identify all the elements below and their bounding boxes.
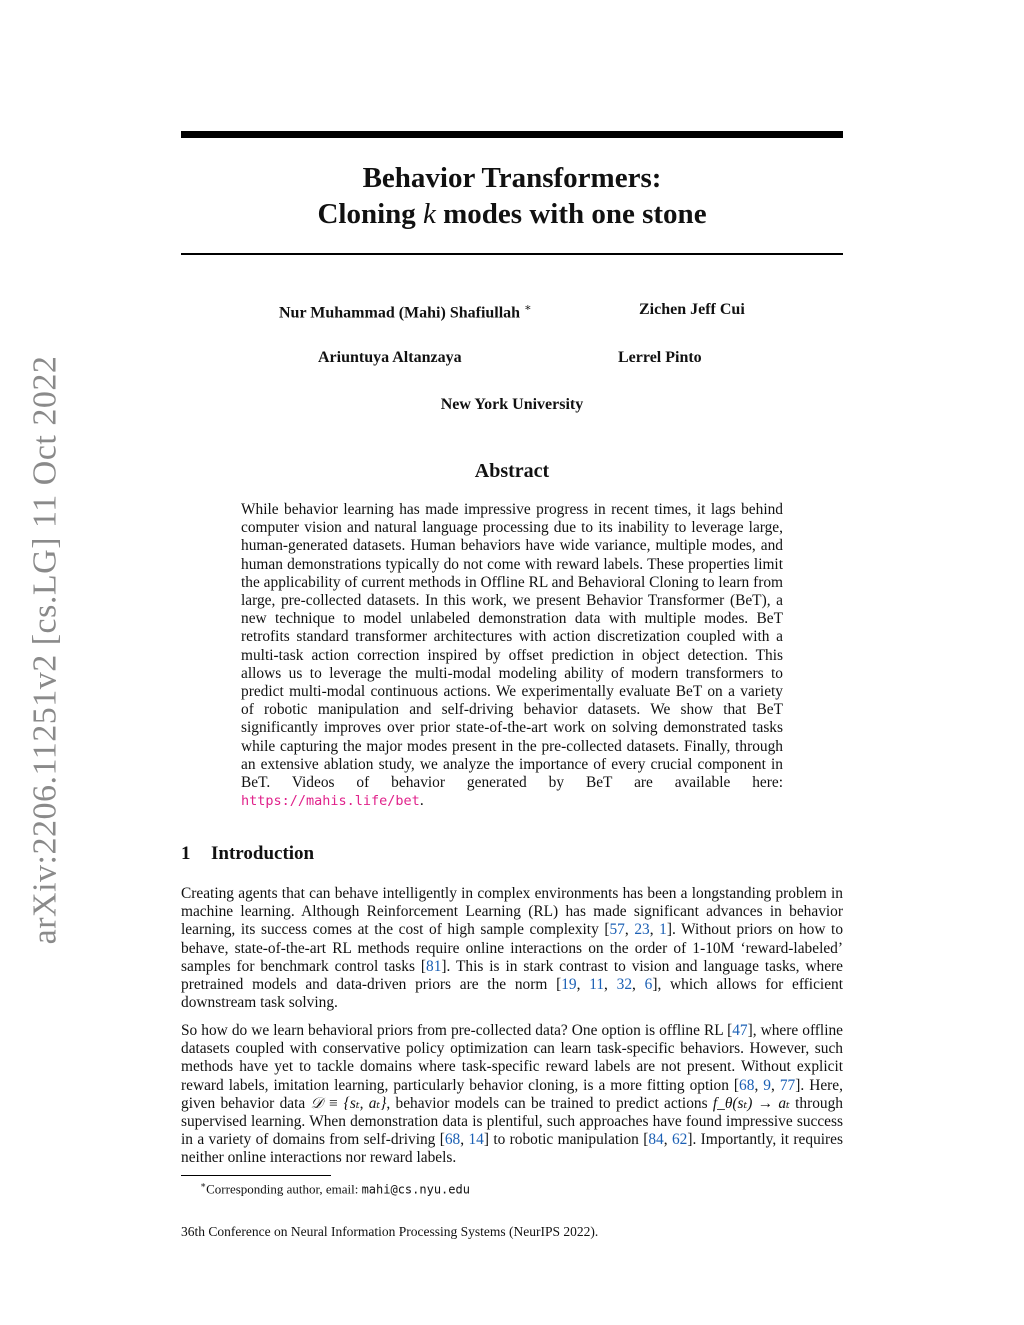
citation[interactable]: 57	[609, 921, 625, 939]
citation[interactable]: 1	[659, 921, 667, 939]
citation[interactable]: 47	[732, 1022, 748, 1039]
intro-paragraph-1: Creating agents that can behave intelligently in complex environments has been a longstanding problem in machine learning. Although Reinforcement Learning (RL) has made significant advances in behavior learning, its success comes at the cost of high sample complexity [57, 23, 1]. Without priors on how to behave, state-of-the-art RL methods require online interactions on the order of 1-10M ‘reward-labeled’ samples for benchmark control tasks [81]. This is in stark contrast to vision and language tasks, where pretrained models and data-driven priors are the norm [19, 11, 32, 6], which allows for efficient downstream task solving.	[181, 885, 844, 1012]
author-2: Zichen Jeff Cui	[639, 301, 745, 318]
section-heading-introduction: 1 Introduction	[181, 843, 315, 864]
project-link[interactable]: https://mahis.life/bet	[241, 793, 420, 810]
citation[interactable]: 32	[616, 976, 633, 994]
venue-line: 36th Conference on Neural Information Processing Systems (NeurIPS 2022).	[181, 1224, 599, 1239]
footnote: ∗Corresponding author, email: mahi@cs.nyu.edu	[200, 1180, 470, 1197]
arxiv-stamp	[16, 350, 74, 950]
math-policy: f_θ(sₜ) → aₜ	[712, 1094, 790, 1112]
citation[interactable]: 14	[468, 1131, 484, 1149]
citation[interactable]: 68	[444, 1131, 461, 1149]
citation[interactable]: 62	[671, 1131, 688, 1149]
citation[interactable]: 23	[634, 921, 650, 939]
citation[interactable]: 19	[561, 976, 577, 994]
citation[interactable]: 6	[644, 976, 653, 994]
citation[interactable]: 9	[763, 1076, 771, 1094]
footnote-rule	[181, 1175, 331, 1176]
citation[interactable]: 81	[426, 957, 442, 975]
citation[interactable]: 84	[648, 1131, 664, 1149]
title-line-1: Behavior Transformers:	[362, 162, 662, 194]
paper-title	[181, 160, 843, 232]
author-4: Lerrel Pinto	[618, 349, 702, 366]
citation[interactable]: 11	[589, 976, 605, 994]
title-line-2: Cloning k modes with one stone	[317, 198, 707, 230]
math-dataset: 𝒟 ≡ {sₜ, aₜ}	[310, 1094, 387, 1112]
author-3: Ariuntuya Altanzaya	[318, 349, 462, 366]
author-1: Nur Muhammad (Mahi) Shafiullah ∗	[279, 302, 532, 322]
citation[interactable]: 68	[739, 1076, 755, 1094]
arxiv-id: arXiv:2206.11251v2 [cs.LG] 11 Oct 2022	[26, 355, 63, 945]
citation[interactable]: 77	[779, 1076, 796, 1094]
abstract-body: While behavior learning has made impressive progress in recent times, it lags behind computer vision and natural language processing due to its inability to leverage large, human-generated datasets. Human behaviors have wide variance, multiple modes, and human demonstrations typically do not come with reward labels. These properties limit the applicability of current methods in Offline RL and Behavioral Cloning to learn from large, pre-collected datasets. In this work, we present Behavior Transformer (BeT), a new technique to model unlabeled demonstration data with multiple modes. BeT retrofits standard transformer architectures with action discretization coupled with a multi-task action correction inspired by offset prediction in object detection. This allows us to leverage the multi-modal modeling ability of modern transformers to predict multi-modal continuous actions. We experimentally evaluate BeT on a variety of robotic manipulation and self-driving behavior datasets. We show that BeT significantly improves over prior state-of-the-art work on solving demonstrated tasks while capturing the major modes present in the pre-collected datasets. Finally, through an extensive ablation study, we analyze the importance of every crucial component in BeT. Videos of behavior generated by BeT are available here: https://mahis.life/bet.	[241, 501, 783, 810]
author-email[interactable]: mahi@cs.nyu.edu	[361, 1182, 470, 1197]
intro-paragraph-2: So how do we learn behavioral priors from pre-collected data? One option is offline RL [47], where offline datasets coupled with conservative policy optimization can learn task-specific behaviors. However, such methods have yet to tackle domains where task-specific reward labels are not present. Without explicit reward labels, imitation learning, particularly behavior cloning, is a more fitting option [68, 9, 77]. Here, given behavior data 𝒟 ≡ {sₜ, aₜ}, behavior models can be trained to predict actions f_θ(sₜ) → aₜ through supervised learning. When demonstration data is plentiful, such approaches have found impressive success in a variety of domains from self-driving [68, 14] to robotic manipulation [84, 62]. Importantly, it requires neither online interactions nor reward labels.	[181, 1022, 844, 1167]
abstract-heading: Abstract	[474, 460, 550, 482]
title-rule-bottom	[181, 253, 843, 255]
affiliation: New York University	[440, 396, 584, 413]
title-rule-top	[181, 131, 843, 138]
